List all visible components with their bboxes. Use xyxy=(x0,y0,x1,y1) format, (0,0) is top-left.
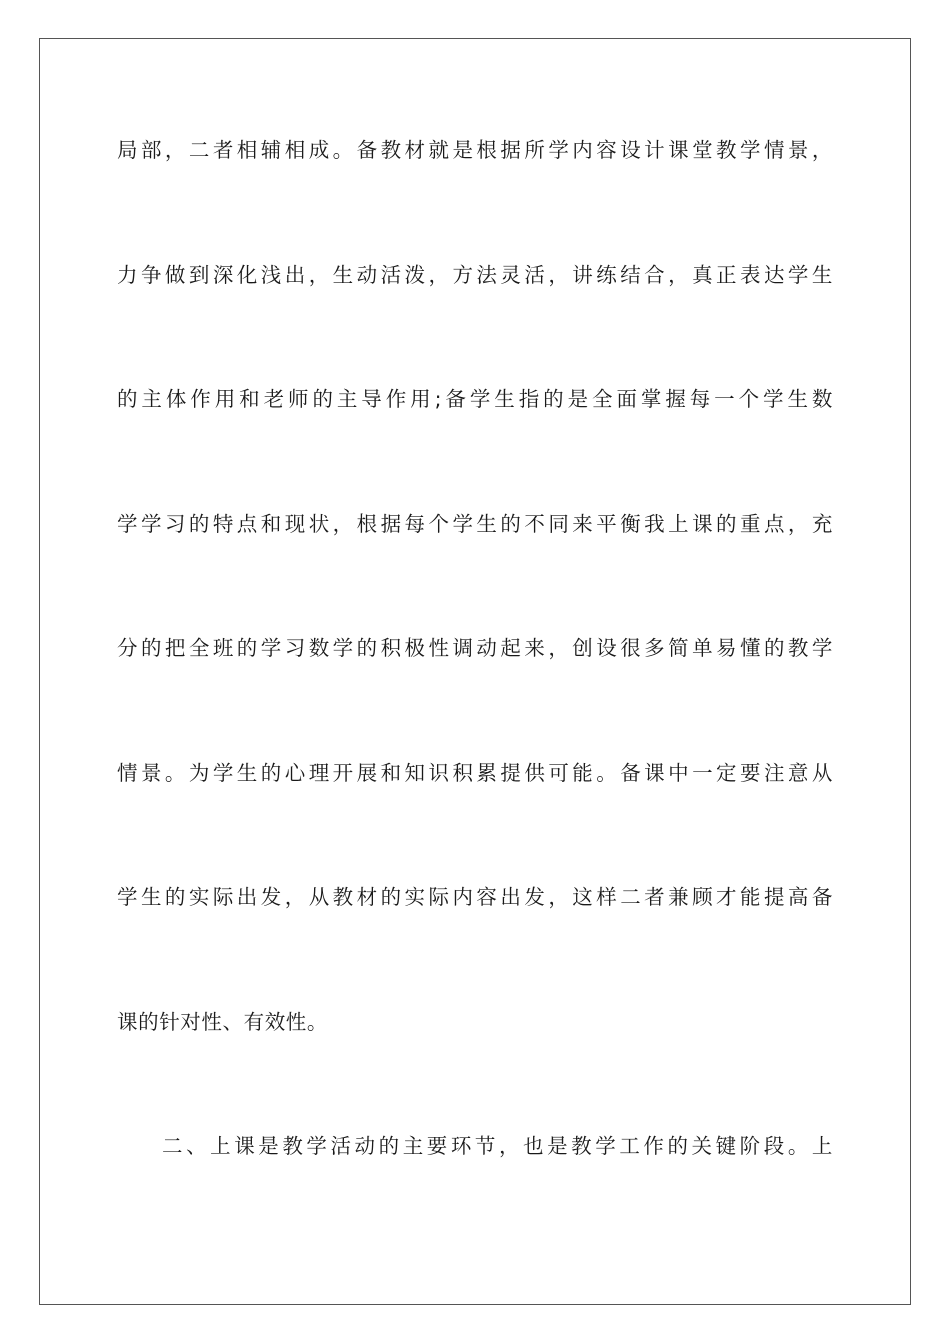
paragraph-line-4: 学学习的特点和现状，根据每个学生的不同来平衡我上课的重点，充 xyxy=(117,512,833,536)
paragraph-line-6: 情景。为学生的心理开展和知识积累提供可能。备课中一定要注意从 xyxy=(117,761,833,785)
paragraph-line-1: 局部，二者相辅相成。备教材就是根据所学内容设计课堂教学情景， xyxy=(117,138,833,162)
paragraph-line-3: 的主体作用和老师的主导作用;备学生指的是全面掌握每一个学生数 xyxy=(117,387,833,411)
paragraph-line-9: 二、上课是教学活动的主要环节，也是教学工作的关键阶段。上 xyxy=(162,1134,833,1158)
paragraph-line-8: 课的针对性、有效性。 xyxy=(117,1010,328,1034)
paragraph-line-5: 分的把全班的学习数学的积极性调动起来，创设很多简单易懂的教学 xyxy=(117,636,833,660)
page-border xyxy=(39,38,911,1305)
paragraph-line-7: 学生的实际出发，从教材的实际内容出发，这样二者兼顾才能提高备 xyxy=(117,885,833,909)
paragraph-line-2: 力争做到深化浅出，生动活泼，方法灵活，讲练结合，真正表达学生 xyxy=(117,263,833,287)
